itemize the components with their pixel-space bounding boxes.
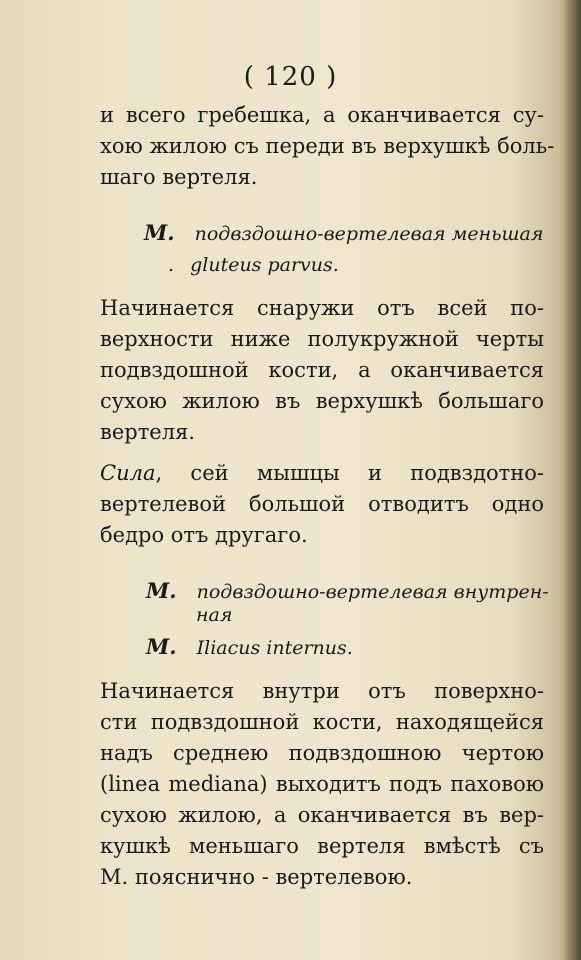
muscle-latin-name [168, 254, 339, 276]
paragraph-line: надъ среднею подвздошною чертою [100, 741, 544, 765]
page-number: ( 120 ) [243, 62, 338, 92]
page-gutter-shadow [559, 0, 581, 960]
paragraph-line: вертеля. [100, 420, 196, 444]
heading-title-continued: ная [196, 604, 233, 626]
paragraph-line: хою жилою съ переди въ верхушкѣ боль- [100, 134, 555, 158]
muscle-heading [146, 578, 549, 603]
heading-latin-prefix: . [168, 254, 175, 276]
paragraph-line: и всего гребешка, а оканчивается су- [100, 103, 544, 127]
paragraph-line: верхности ниже полукружной черты [100, 327, 544, 351]
paragraph-line: кушкѣ меньшаго вертеля вмѣстѣ съ [100, 834, 544, 858]
paragraph-line: (linea mediana) выходитъ подъ паховою [100, 772, 544, 796]
heading-m-label: M. [146, 578, 177, 603]
paragraph-line: вертелевой большой отводитъ одно [100, 492, 544, 516]
paragraph-line: сухою жилою въ верхушкѣ большаго [100, 389, 544, 413]
muscle-latin-name [146, 634, 353, 659]
heading-title: подвздошно-вертелевая меньшая [194, 223, 544, 245]
heading-latin: gluteus parvus. [190, 254, 339, 276]
heading-m-label: M. [144, 220, 175, 245]
heading-latin: Iliacus internus. [196, 637, 353, 659]
paragraph-line: Начинается снаружи отъ всей по- [100, 296, 544, 320]
paragraph-line: сти подвздошной кости, находящейся [100, 710, 544, 734]
heading-m-label: M. [146, 634, 177, 659]
paragraph-line: сухою жилою, а оканчивается въ вер- [100, 803, 544, 827]
paragraph-line: бедро отъ другаго. [100, 523, 308, 547]
paragraph-line: шаго вертеля. [100, 165, 258, 189]
heading-title: подвздошно-вертелевая внутрен- [196, 581, 549, 603]
emphasis-word: Сила [100, 461, 156, 485]
line-rest: , сей мышцы и подвздотно- [155, 461, 544, 485]
paragraph-line [100, 458, 544, 488]
muscle-heading [144, 220, 543, 245]
paragraph-line: Начинается внутри отъ поверхно- [100, 679, 544, 703]
paragraph-line: подвздошной кости, а оканчивается [100, 358, 544, 382]
paragraph-line: M. пояснично - вертелевою. [100, 865, 413, 889]
